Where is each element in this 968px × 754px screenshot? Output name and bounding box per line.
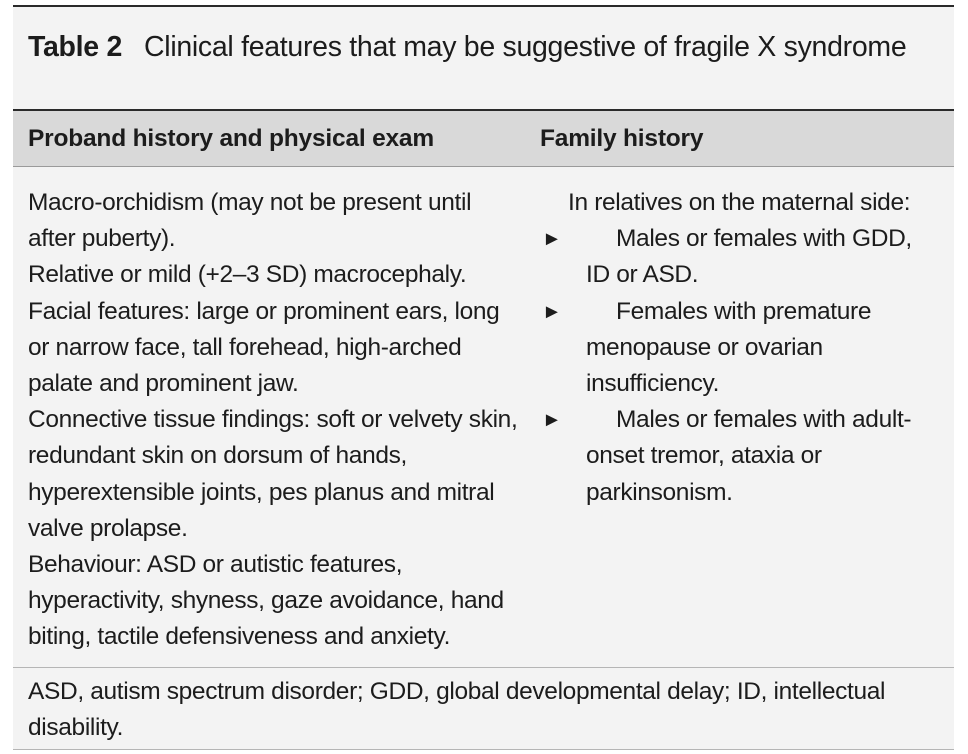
table-footnote-row — [13, 667, 954, 750]
family-history-intro: In relatives on the maternal side: — [568, 189, 911, 216]
abbreviations-footnote: ASD, autism spectrum disorder; GDD, global developmental delay; ID, intellectual disability. — [28, 678, 886, 741]
bullet-arrow-icon: ► — [542, 228, 562, 251]
proband-feature-item: Behaviour: ASD or autistic features, hyperactivity, shyness, gaze avoidance, hand biting, tactile defensiveness and anxiety. — [28, 551, 504, 651]
family-history-item-text: Males or females with GDD, ID or ASD. — [586, 225, 912, 289]
bullet-arrow-icon: ► — [542, 409, 562, 432]
clinical-features-table — [13, 5, 954, 750]
table-caption — [13, 5, 954, 111]
family-history-cell — [540, 185, 940, 511]
family-history-item — [540, 294, 940, 403]
proband-feature-item: Connective tissue findings: soft or velvety skin, redundant skin on dorsum of hands, hyperextensible joints, pes planus and mitral valve prolapse. — [28, 406, 518, 542]
family-history-item — [540, 221, 940, 293]
table-number-label: Table 2 — [28, 31, 122, 63]
bullet-arrow-icon: ► — [542, 300, 562, 323]
table-body-row — [13, 167, 954, 667]
family-history-column-header: Family history — [540, 125, 704, 152]
family-history-item — [540, 402, 940, 511]
proband-feature-item: Relative or mild (+2–3 SD) macrocephaly. — [28, 261, 467, 289]
family-history-item-text: Females with premature menopause or ovarian insufficiency. — [586, 297, 872, 398]
table-title-text: Clinical features that may be suggestive of fragile X syndrome — [144, 31, 907, 63]
table-title — [28, 27, 928, 67]
table-header-row — [13, 111, 954, 167]
proband-feature-item: Facial features: large or prominent ears, long or narrow face, tall forehead, high-arched palate and prominent jaw. — [28, 297, 500, 398]
family-history-item-text: Males or females with adult-onset tremor, ataxia or parkinsonism. — [586, 406, 912, 506]
proband-feature-item: Macro-orchidism (may not be present until after puberty). — [28, 189, 472, 253]
proband-column-header: Proband history and physical exam — [28, 125, 434, 152]
proband-features-cell — [28, 185, 523, 656]
